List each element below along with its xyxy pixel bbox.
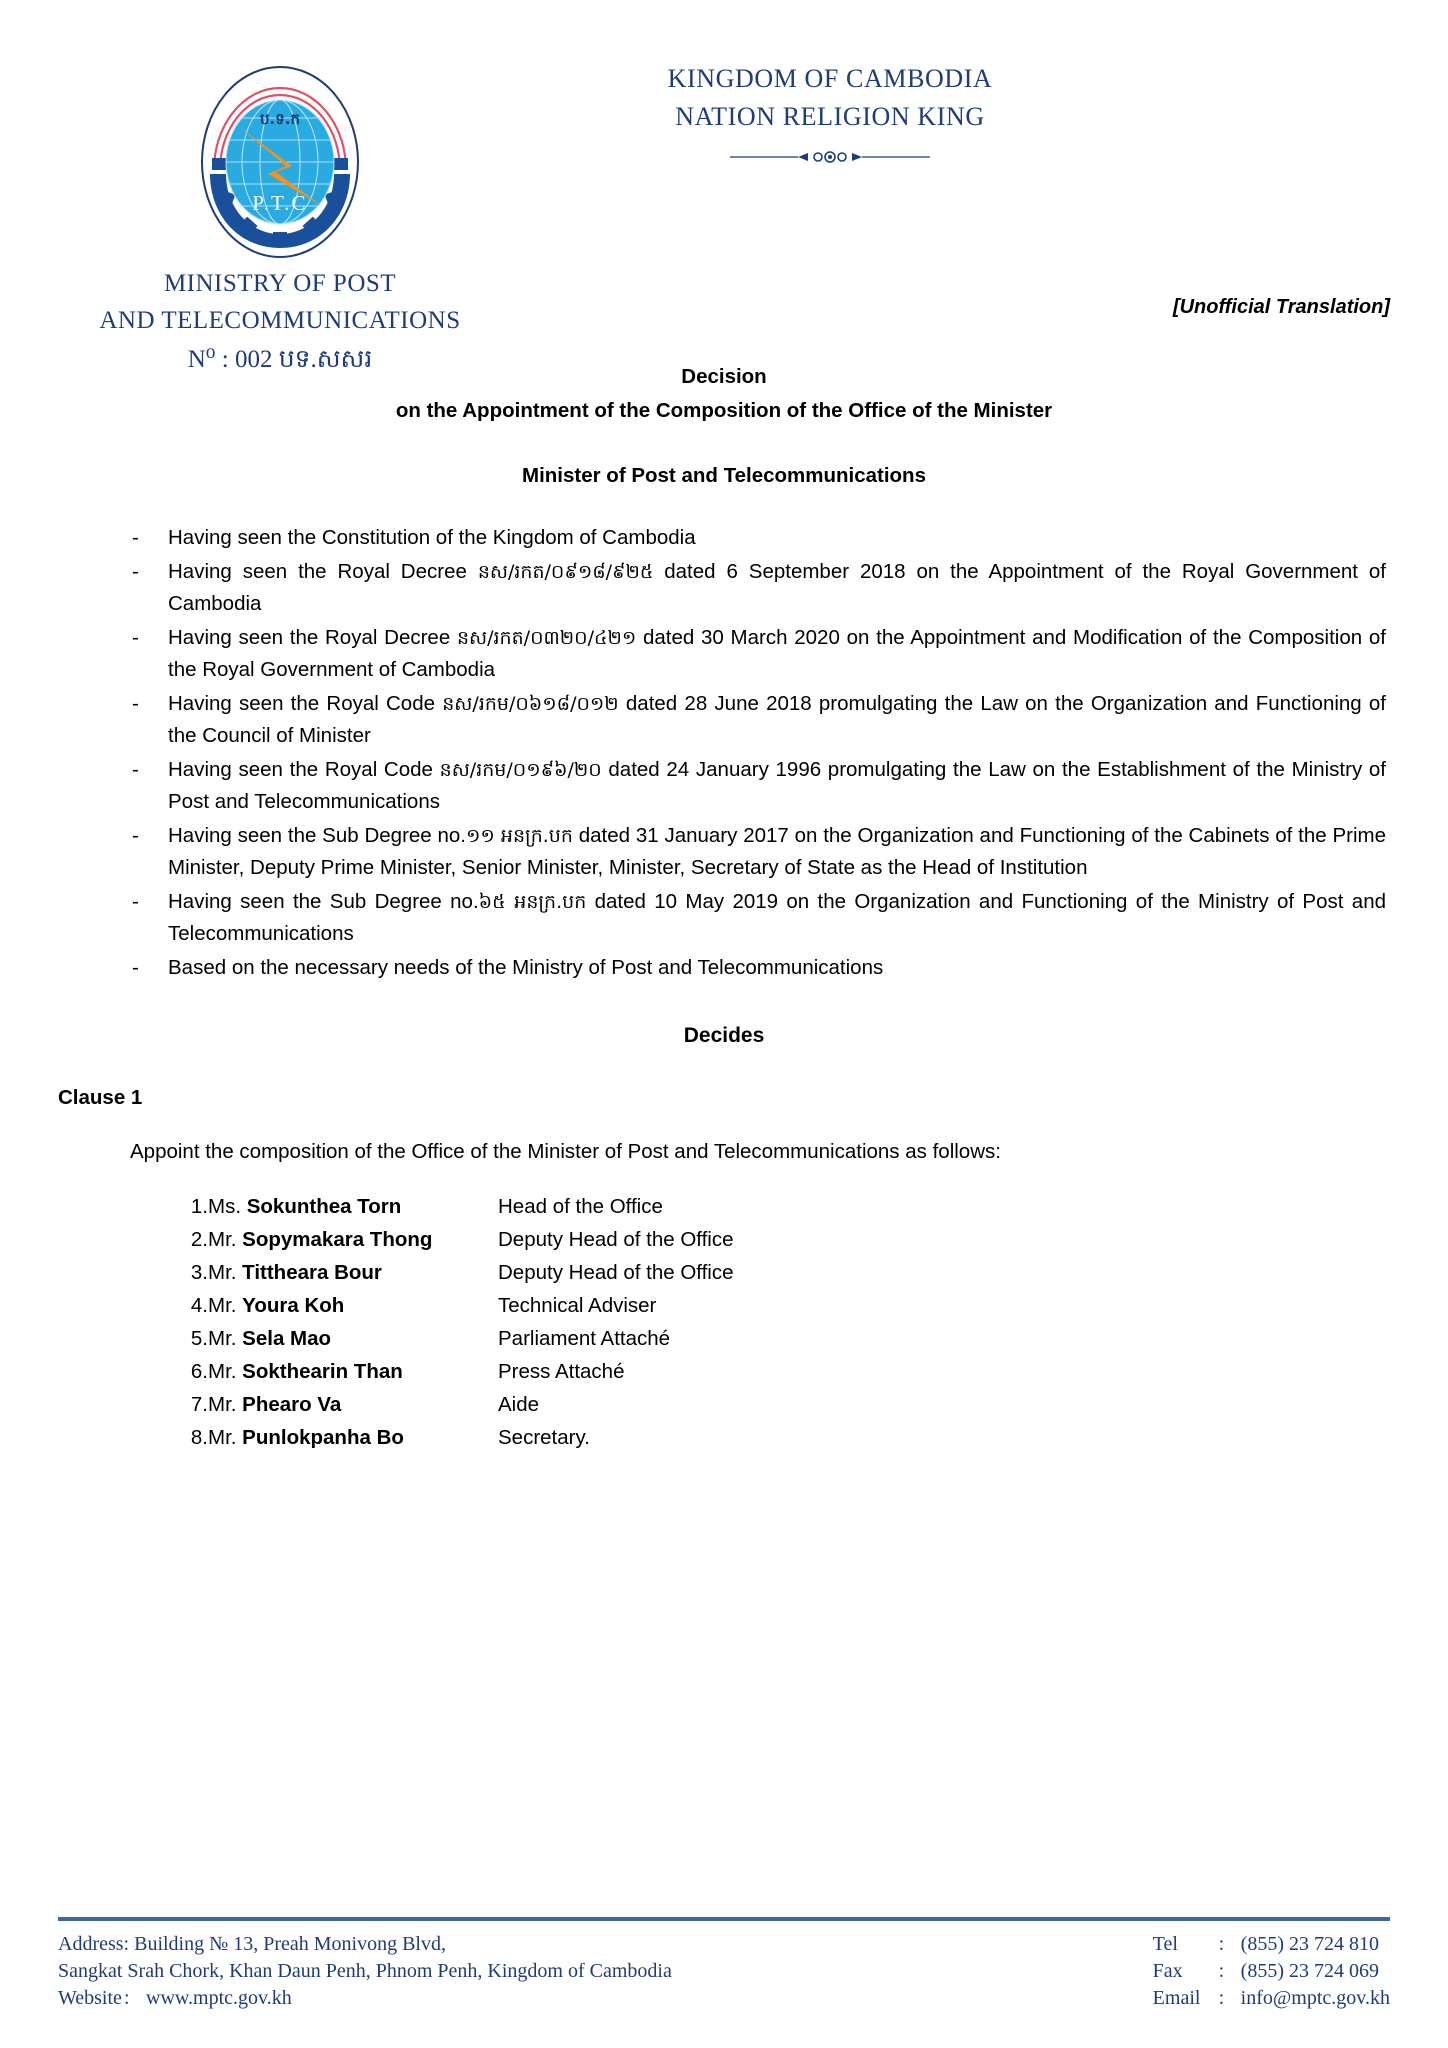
signer-title: Minister of Post and Telecommunications bbox=[522, 464, 926, 487]
appointee-role: Deputy Head of the Office bbox=[498, 1228, 734, 1251]
appointee-name-cell bbox=[208, 1421, 498, 1454]
whereas-text: Having seen the Constitution of the Kingdom of Cambodia bbox=[168, 526, 696, 549]
footer-divider-rule bbox=[58, 1917, 1390, 1921]
appointee-honorific: Mr. bbox=[208, 1294, 237, 1317]
appointee-honorific: Mr. bbox=[208, 1327, 237, 1350]
footer-contact-block bbox=[1153, 1931, 1390, 2012]
footer-contact-colon: : bbox=[1218, 1987, 1225, 2009]
appointee-table-body bbox=[168, 1190, 734, 1454]
whereas-item bbox=[96, 556, 1386, 620]
footer-website-label: Website bbox=[58, 1987, 122, 2009]
appointee-role: Head of the Office bbox=[498, 1195, 663, 1218]
whereas-text: dated 10 May 2019 on the Organization and Functioning of the Ministry of Post and Telecommunications bbox=[168, 890, 1386, 945]
footer-contact-row bbox=[1153, 1958, 1390, 1985]
appointee-honorific: Mr. bbox=[208, 1228, 237, 1251]
decides-heading: Decides bbox=[683, 1024, 765, 1047]
whereas-text: dated 24 January 1996 promulgating the Law on the Establishment of the Ministry of Post and Telecommunications bbox=[168, 758, 1386, 813]
appointee-row bbox=[168, 1190, 734, 1223]
appointee-number: 5. bbox=[190, 1327, 208, 1350]
whereas-text: Having seen the Sub Degree no. bbox=[168, 824, 467, 847]
appointee-role: Press Attaché bbox=[498, 1360, 625, 1383]
whereas-text: Having seen the Sub Degree no. bbox=[168, 890, 479, 913]
appointee-role: Technical Adviser bbox=[498, 1294, 657, 1317]
footer-contact-value[interactable]: (855) 23 724 069 bbox=[1240, 1960, 1379, 1982]
whereas-item bbox=[96, 886, 1386, 950]
footer-website-value[interactable]: www.mptc.gov.kh bbox=[146, 1987, 292, 2009]
whereas-bullet-dash: - bbox=[132, 824, 139, 847]
khmer-reference-number: ១១ អនក្រ.បក bbox=[466, 825, 573, 847]
document-header bbox=[0, 0, 1448, 373]
appointee-number: 3. bbox=[190, 1261, 208, 1284]
appointee-role: Parliament Attaché bbox=[498, 1327, 671, 1350]
appointee-name: Youra Koh bbox=[242, 1294, 345, 1317]
whereas-list bbox=[96, 522, 1386, 984]
footer-contact-value[interactable]: info@mptc.gov.kh bbox=[1240, 1987, 1390, 2009]
footer-website-row bbox=[58, 1985, 672, 2012]
footer-contact-label: Tel bbox=[1152, 1933, 1178, 1955]
ornamental-divider bbox=[615, 150, 1045, 164]
appointee-name-cell bbox=[208, 1223, 498, 1256]
whereas-text: Having seen the Royal Code bbox=[168, 758, 440, 781]
footer-contact-value[interactable]: (855) 23 724 810 bbox=[1240, 1933, 1379, 1955]
footer-contact-colon: : bbox=[1218, 1933, 1225, 1955]
appointee-name-cell bbox=[208, 1256, 498, 1289]
ref-value: : 002 បទ.សសរ bbox=[221, 345, 373, 373]
clause-1-body: Appoint the composition of the Office of the Minister of Post and Telecommunications as follows: bbox=[130, 1140, 1001, 1163]
whereas-bullet-dash: - bbox=[132, 560, 139, 583]
appointee-number: 4. bbox=[190, 1294, 208, 1317]
appointee-name-cell bbox=[208, 1322, 498, 1355]
kingdom-line-1: KINGDOM OF CAMBODIA bbox=[667, 64, 993, 93]
khmer-reference-number: នស/រកម/០៦១៨/០១២ bbox=[442, 693, 619, 715]
appointee-name-cell bbox=[208, 1388, 498, 1421]
appointee-number: 6. bbox=[190, 1360, 208, 1383]
whereas-text: dated 31 January 2017 on the Organization and Functioning of the Cabinets of the Prime Minister, Deputy Prime Minister, Senior Minister, Minister, Secretary of State as the Head of Institution bbox=[168, 824, 1387, 879]
appointee-role: Aide bbox=[498, 1393, 540, 1416]
ministry-name-line-1: MINISTRY OF POST bbox=[163, 270, 397, 297]
ptc-emblem-logo bbox=[180, 62, 380, 262]
footer-address-line-1: Address: Building № 13, Preah Monivong Blvd, bbox=[58, 1933, 446, 1955]
document-title bbox=[58, 360, 1390, 428]
whereas-item bbox=[96, 522, 1386, 554]
appointee-row bbox=[168, 1421, 734, 1454]
footer-address-block bbox=[58, 1931, 672, 2012]
appointee-name-cell bbox=[208, 1190, 498, 1223]
whereas-text: dated 6 September 2018 on the Appointment of the Royal Government of Cambodia bbox=[168, 560, 1386, 615]
appointee-row bbox=[168, 1289, 734, 1322]
unofficial-translation-note: [Unofficial Translation] bbox=[1172, 296, 1390, 318]
footer-contact-row bbox=[1153, 1931, 1390, 1958]
whereas-text: dated 30 March 2020 on the Appointment and Modification of the Composition of the Royal Government of Cambodia bbox=[168, 626, 1386, 681]
appointee-row bbox=[168, 1256, 734, 1289]
appointee-number: 2. bbox=[190, 1228, 208, 1251]
appointee-honorific: Ms. bbox=[208, 1195, 242, 1218]
appointee-number: 7. bbox=[190, 1393, 208, 1416]
footer-address-line-2: Sangkat Srah Chork, Khan Daun Penh, Phnom Penh, Kingdom of Cambodia bbox=[58, 1960, 672, 1982]
whereas-bullet-dash: - bbox=[132, 526, 139, 549]
document-footer bbox=[58, 1917, 1390, 2012]
kingdom-motto-block bbox=[615, 60, 1045, 164]
document-title-line-2: on the Appointment of the Composition of the Office of the Minister bbox=[395, 399, 1053, 422]
whereas-item bbox=[96, 820, 1386, 884]
appointee-number: 8. bbox=[190, 1426, 208, 1449]
ref-ordinal: o bbox=[205, 342, 216, 363]
whereas-item bbox=[96, 952, 1386, 984]
footer-contact-label: Fax bbox=[1152, 1960, 1183, 1982]
clause-1-heading: Clause 1 bbox=[58, 1086, 143, 1109]
appointee-row bbox=[168, 1223, 734, 1256]
ministry-name-line-2: AND TELECOMMUNICATIONS bbox=[99, 307, 461, 334]
khmer-reference-number: នស/រកម/០១៩៦/២០ bbox=[439, 759, 602, 781]
whereas-item bbox=[96, 754, 1386, 818]
document-title-line-1: Decision bbox=[681, 365, 767, 388]
footer-contact-row bbox=[1153, 1985, 1390, 2012]
appointee-row bbox=[168, 1355, 734, 1388]
whereas-item bbox=[96, 622, 1386, 686]
footer-website-colon: : bbox=[124, 1987, 130, 2009]
appointee-name: Sopymakara Thong bbox=[242, 1228, 433, 1251]
appointee-honorific: Mr. bbox=[208, 1393, 237, 1416]
whereas-bullet-dash: - bbox=[132, 758, 139, 781]
whereas-bullet-dash: - bbox=[132, 692, 139, 715]
footer-contact-label: Email bbox=[1152, 1987, 1201, 2009]
whereas-text: Having seen the Royal Decree bbox=[168, 626, 457, 649]
whereas-text: Having seen the Royal Code bbox=[168, 692, 443, 715]
whereas-text: Based on the necessary needs of the Ministry of Post and Telecommunications bbox=[168, 956, 884, 979]
appointee-table bbox=[168, 1190, 734, 1454]
appointee-honorific: Mr. bbox=[208, 1426, 237, 1449]
emblem-ptc-label: P.T.C bbox=[252, 191, 308, 215]
whereas-text: dated 28 June 2018 promulgating the Law on the Organization and Functioning of the Council of Minister bbox=[168, 692, 1387, 747]
khmer-reference-number: នស/រកត/០៩១៨/៩២៥ bbox=[477, 561, 654, 583]
appointee-name: Phearo Va bbox=[242, 1393, 342, 1416]
appointee-role: Secretary. bbox=[498, 1426, 590, 1449]
whereas-bullet-dash: - bbox=[132, 956, 139, 979]
emblem-khmer-label: ប.ទ.ក bbox=[260, 110, 300, 128]
khmer-reference-number: ៦៥ អនក្រ.បក bbox=[478, 891, 587, 913]
whereas-text: Having seen the Royal Decree bbox=[168, 560, 478, 583]
kingdom-line-2: NATION RELIGION KING bbox=[675, 102, 985, 131]
appointee-name: Tittheara Bour bbox=[242, 1261, 382, 1284]
appointee-role: Deputy Head of the Office bbox=[498, 1261, 734, 1284]
appointee-honorific: Mr. bbox=[208, 1261, 237, 1284]
appointee-name: Sela Mao bbox=[242, 1327, 332, 1350]
footer-contact-colon: : bbox=[1218, 1960, 1225, 1982]
appointee-name: Sokthearin Than bbox=[242, 1360, 403, 1383]
footer-content bbox=[58, 1931, 1390, 2012]
ministry-identity-block bbox=[60, 62, 500, 376]
whereas-bullet-dash: - bbox=[132, 626, 139, 649]
appointee-row bbox=[168, 1322, 734, 1355]
ref-prefix: N bbox=[187, 345, 206, 373]
appointee-row bbox=[168, 1388, 734, 1421]
whereas-item bbox=[96, 688, 1386, 752]
appointee-name: Sokunthea Torn bbox=[246, 1195, 402, 1218]
appointee-name-cell bbox=[208, 1289, 498, 1322]
khmer-reference-number: នស/រកត/០៣២០/៤២១ bbox=[456, 627, 637, 649]
whereas-bullet-dash: - bbox=[132, 890, 139, 913]
appointee-name-cell bbox=[208, 1355, 498, 1388]
appointee-number: 1. bbox=[190, 1195, 208, 1218]
appointee-honorific: Mr. bbox=[208, 1360, 237, 1383]
appointee-name: Punlokpanha Bo bbox=[242, 1426, 404, 1449]
document-body bbox=[0, 360, 1448, 1454]
